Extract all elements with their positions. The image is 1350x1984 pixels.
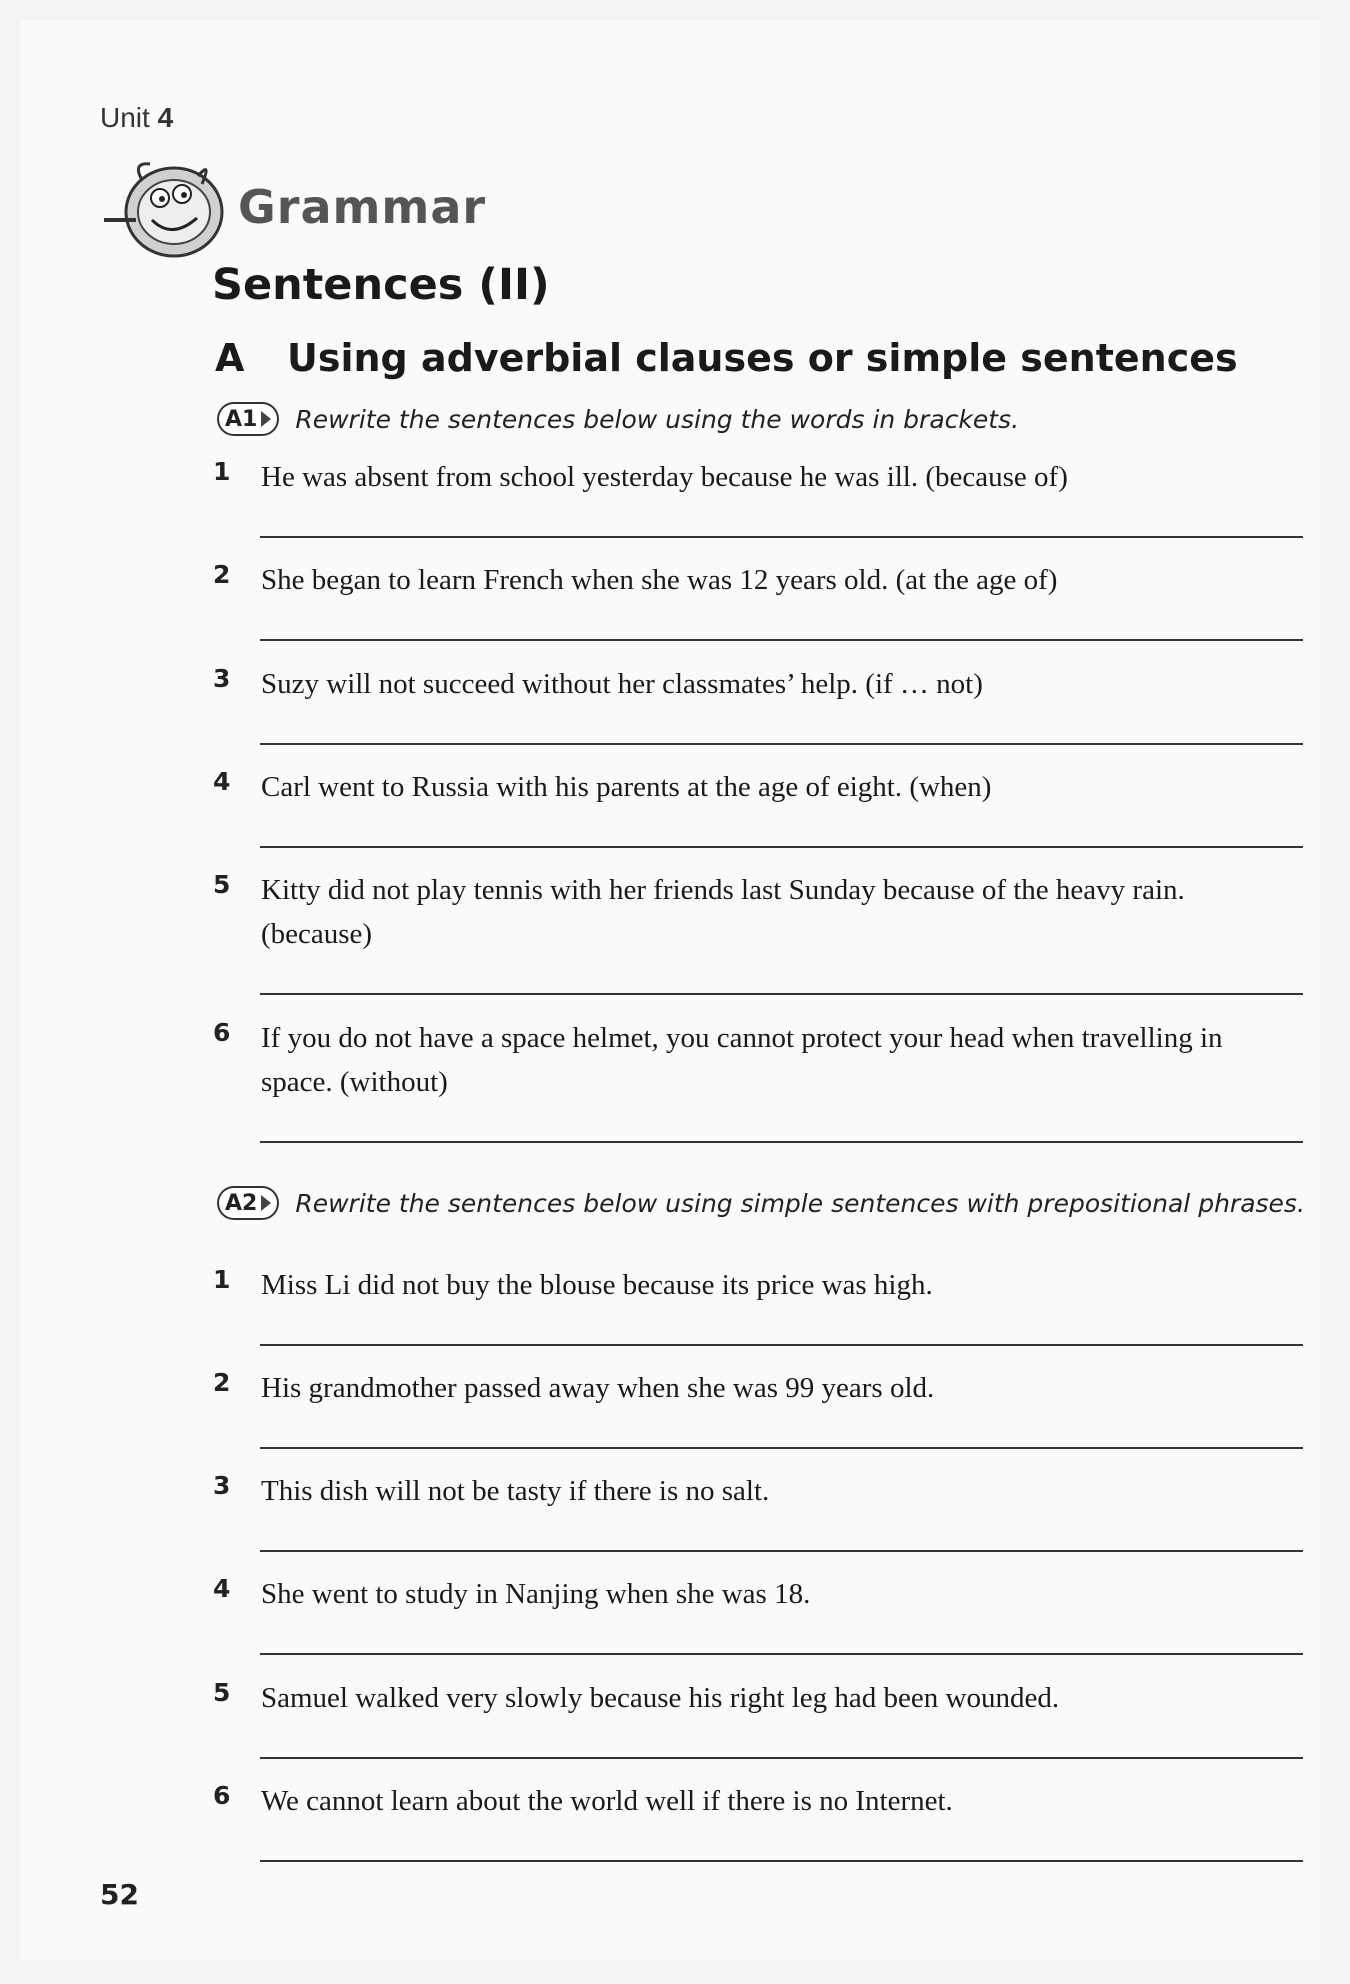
instruction-text: Rewrite the sentences below using the words in brackets.	[295, 404, 1020, 434]
item-text: Miss Li did not buy the blouse because its price was high.	[261, 1269, 933, 1301]
badge-label: A1	[225, 406, 258, 432]
exercise-badge	[217, 1186, 279, 1220]
item-number: 4	[213, 1574, 231, 1603]
subsection-letter: A	[215, 336, 245, 380]
item-number: 6	[213, 1018, 231, 1047]
section-tag: Grammar	[238, 180, 487, 234]
item-text: This dish will not be tasty if there is no salt.	[261, 1475, 770, 1507]
answer-line[interactable]	[260, 1447, 1303, 1449]
item-text: Carl went to Russia with his parents at the age of eight. (when)	[261, 771, 992, 803]
answer-line[interactable]	[260, 1550, 1303, 1552]
answer-line[interactable]	[260, 846, 1303, 848]
item-text: His grandmother passed away when she was 99 years old.	[261, 1372, 935, 1404]
item-number: 2	[213, 560, 231, 589]
item-text: We cannot learn about the world well if there is no Internet.	[261, 1785, 953, 1817]
item-number: 1	[213, 1265, 231, 1294]
answer-line[interactable]	[260, 536, 1303, 538]
exercise-a1-instruction	[217, 402, 1019, 436]
item-number: 5	[213, 1678, 231, 1707]
answer-line[interactable]	[260, 993, 1303, 995]
badge-label: A2	[225, 1190, 258, 1216]
item-text: Kitty did not play tennis with her friends last Sunday because of the heavy rain. (because)	[261, 874, 1185, 950]
item-number: 3	[213, 664, 231, 693]
item-text: Suzy will not succeed without her classmates’ help. (if … not)	[261, 668, 983, 700]
item-text: He was absent from school yesterday because he was ill. (because of)	[261, 461, 1068, 493]
play-arrow-icon	[261, 1195, 271, 1211]
item-number: 1	[213, 457, 231, 486]
answer-line[interactable]	[260, 743, 1303, 745]
play-arrow-icon	[261, 411, 271, 427]
page-number: 52	[100, 1878, 139, 1911]
item-number: 2	[213, 1368, 231, 1397]
item-text: She began to learn French when she was 12 years old. (at the age of)	[261, 564, 1058, 596]
answer-line[interactable]	[260, 1344, 1303, 1346]
answer-line[interactable]	[260, 1141, 1303, 1143]
answer-line[interactable]	[260, 1860, 1303, 1862]
exercise-a2-instruction	[217, 1186, 1305, 1220]
item-text: If you do not have a space helmet, you cannot protect your head when travelling in space. (without)	[261, 1022, 1223, 1098]
subsection-heading	[215, 336, 1238, 380]
page-title: Sentences (II)	[212, 260, 550, 310]
grammar-mascot-icon	[102, 150, 232, 260]
unit-label	[100, 102, 173, 134]
exercise-badge	[217, 402, 279, 436]
item-number: 3	[213, 1471, 231, 1500]
answer-line[interactable]	[260, 1757, 1303, 1759]
item-number: 4	[213, 767, 231, 796]
item-text: She went to study in Nanjing when she was 18.	[261, 1578, 811, 1610]
unit-number: 4	[157, 102, 174, 133]
subsection-title: Using adverbial clauses or simple sentences	[287, 336, 1238, 380]
workbook-page	[20, 20, 1320, 1960]
item-text: Samuel walked very slowly because his right leg had been wounded.	[261, 1682, 1060, 1714]
answer-line[interactable]	[260, 639, 1303, 641]
unit-word: Unit	[100, 102, 150, 133]
instruction-text: Rewrite the sentences below using simple sentences with prepositional phrases.	[295, 1188, 1305, 1218]
item-number: 6	[213, 1781, 231, 1810]
item-number: 5	[213, 870, 231, 899]
answer-line[interactable]	[260, 1653, 1303, 1655]
